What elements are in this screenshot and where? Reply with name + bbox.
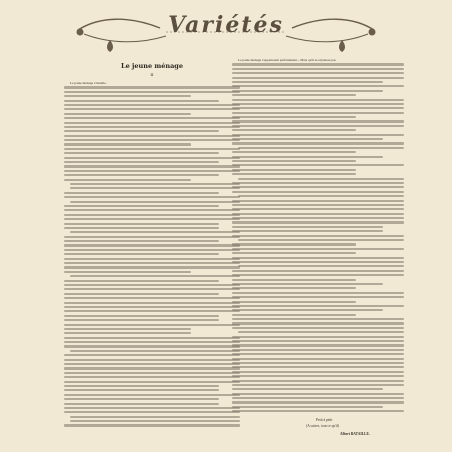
text-line	[232, 200, 404, 202]
text-line	[64, 288, 240, 290]
author-signature: Albert BATAILLE.	[340, 432, 370, 436]
text-line	[64, 214, 240, 216]
right-text-block	[232, 63, 404, 412]
text-line	[70, 350, 240, 352]
text-line	[232, 204, 404, 206]
text-line	[70, 416, 240, 418]
text-line	[232, 191, 404, 193]
text-line	[64, 139, 240, 141]
text-line	[70, 420, 240, 422]
text-line	[232, 283, 383, 285]
text-line	[64, 394, 240, 396]
text-line	[232, 322, 404, 324]
text-line	[64, 359, 240, 361]
text-line	[64, 332, 191, 334]
text-line	[232, 410, 404, 412]
text-line	[64, 266, 240, 268]
text-line	[232, 371, 404, 373]
text-line	[232, 340, 404, 342]
text-line	[232, 318, 404, 320]
text-line	[238, 178, 404, 180]
text-line	[232, 344, 404, 346]
closing-line: Petit à petit	[316, 418, 333, 422]
text-line	[232, 406, 383, 408]
text-line	[64, 113, 191, 115]
text-line	[232, 173, 356, 175]
text-line	[232, 287, 356, 289]
text-line	[232, 208, 404, 210]
text-line	[232, 358, 404, 360]
text-line	[64, 104, 240, 106]
right-column	[232, 58, 404, 415]
text-line	[232, 81, 383, 83]
text-line	[64, 108, 240, 110]
text-line	[64, 122, 240, 124]
text-line	[64, 403, 219, 405]
text-line	[64, 240, 219, 242]
text-line	[64, 385, 219, 387]
text-line	[64, 411, 240, 413]
text-line	[232, 366, 404, 368]
text-line	[64, 126, 240, 128]
text-line	[232, 252, 356, 254]
text-line	[64, 372, 240, 374]
text-line	[232, 142, 404, 144]
text-line	[232, 151, 356, 153]
text-line	[64, 236, 240, 238]
text-line	[232, 120, 404, 122]
text-line	[232, 186, 404, 188]
text-line	[64, 324, 240, 326]
text-line	[64, 258, 240, 260]
text-line	[232, 235, 404, 237]
article-title: Le jeune ménage	[121, 62, 183, 70]
text-line	[64, 284, 240, 286]
masthead-ornament	[70, 10, 382, 54]
text-line	[238, 331, 404, 333]
text-line	[64, 165, 240, 167]
text-line	[232, 160, 356, 162]
text-line	[232, 380, 404, 382]
text-line	[232, 156, 383, 158]
text-line	[70, 231, 240, 233]
text-line	[232, 72, 404, 74]
text-line	[64, 271, 191, 273]
text-line	[64, 398, 219, 400]
text-line	[64, 196, 240, 198]
text-line	[232, 63, 404, 65]
text-line	[64, 297, 240, 299]
text-line	[64, 306, 240, 308]
text-line	[64, 227, 219, 229]
text-line	[64, 170, 240, 172]
text-line	[232, 314, 356, 316]
text-line	[232, 94, 356, 96]
text-line	[64, 345, 240, 347]
text-line	[232, 261, 404, 263]
text-line	[64, 135, 240, 137]
right-lead-paragraph: Le jeune ménage s'appartenait parfaitement... Mais qu'il se réjouisse pas	[238, 58, 336, 62]
text-line	[232, 90, 383, 92]
text-line	[64, 143, 191, 145]
text-line	[64, 218, 240, 220]
text-line	[232, 362, 404, 364]
text-line	[232, 305, 404, 307]
closing-sub: (A suivre, tout ce qu'il)	[306, 424, 340, 428]
text-line	[64, 179, 191, 181]
text-line	[64, 209, 240, 211]
left-column	[64, 58, 240, 429]
text-line	[64, 130, 219, 132]
text-line	[232, 353, 404, 355]
text-line	[232, 327, 404, 329]
text-line	[232, 182, 404, 184]
text-line	[64, 174, 219, 176]
text-line	[64, 424, 240, 426]
text-line	[232, 134, 404, 136]
text-line	[232, 292, 404, 294]
text-line	[232, 217, 404, 219]
text-line	[232, 274, 404, 276]
text-line	[232, 375, 404, 377]
lead-paragraph: Le jeune ménage s'installe.	[70, 81, 107, 85]
text-line	[70, 201, 240, 203]
text-line	[238, 265, 404, 267]
text-line	[64, 280, 219, 282]
text-line	[238, 147, 404, 149]
text-line	[232, 99, 404, 101]
text-line	[64, 192, 219, 194]
text-line	[64, 328, 191, 330]
text-line	[64, 157, 240, 159]
text-line	[70, 275, 240, 277]
text-line	[232, 309, 383, 311]
text-line	[232, 129, 356, 131]
text-line	[232, 388, 383, 390]
text-line	[232, 401, 404, 403]
text-line	[232, 226, 383, 228]
text-line	[64, 381, 240, 383]
text-line	[232, 221, 404, 223]
text-line	[232, 243, 356, 245]
text-line	[232, 279, 356, 281]
text-line	[64, 244, 240, 246]
text-line	[64, 293, 219, 295]
text-line	[232, 301, 356, 303]
text-line	[232, 169, 356, 171]
text-line	[64, 100, 219, 102]
text-line	[238, 239, 404, 241]
text-line	[64, 302, 240, 304]
text-line	[232, 270, 404, 272]
text-line	[232, 68, 404, 70]
text-line	[64, 148, 240, 150]
text-line	[232, 138, 383, 140]
text-line	[64, 367, 240, 369]
text-line	[232, 85, 404, 87]
text-line	[232, 125, 404, 127]
text-line	[64, 262, 240, 264]
text-line	[232, 349, 404, 351]
text-line	[232, 103, 404, 105]
text-line	[64, 152, 219, 154]
text-line	[238, 195, 404, 197]
text-line	[64, 249, 240, 251]
text-line	[232, 77, 404, 79]
text-line	[64, 253, 219, 255]
text-line	[64, 310, 240, 312]
text-line	[64, 95, 191, 97]
text-line	[64, 91, 240, 93]
text-line	[64, 86, 240, 88]
text-line	[64, 407, 240, 409]
text-line	[64, 376, 240, 378]
text-line	[232, 296, 404, 298]
text-line	[232, 384, 404, 386]
text-line	[64, 319, 219, 321]
text-line	[232, 336, 404, 338]
text-line	[232, 112, 404, 114]
text-line	[232, 213, 404, 215]
text-line	[64, 117, 240, 119]
chapter-number: II	[150, 72, 154, 77]
text-line	[64, 337, 240, 339]
text-line	[70, 187, 240, 189]
page-title: Variétés	[168, 12, 284, 38]
text-line	[64, 315, 219, 317]
text-line	[232, 107, 404, 109]
text-line	[232, 257, 404, 259]
text-line	[70, 183, 240, 185]
text-line	[232, 397, 404, 399]
text-line	[232, 248, 404, 250]
text-line	[64, 363, 240, 365]
text-line	[64, 389, 219, 391]
text-line	[232, 230, 383, 232]
text-line	[64, 161, 219, 163]
text-line	[64, 341, 240, 343]
text-line	[232, 164, 404, 166]
text-line	[232, 116, 356, 118]
text-line	[64, 223, 219, 225]
text-line	[232, 393, 404, 395]
text-line	[64, 205, 219, 207]
left-text-block	[64, 86, 240, 426]
text-line	[64, 354, 240, 356]
